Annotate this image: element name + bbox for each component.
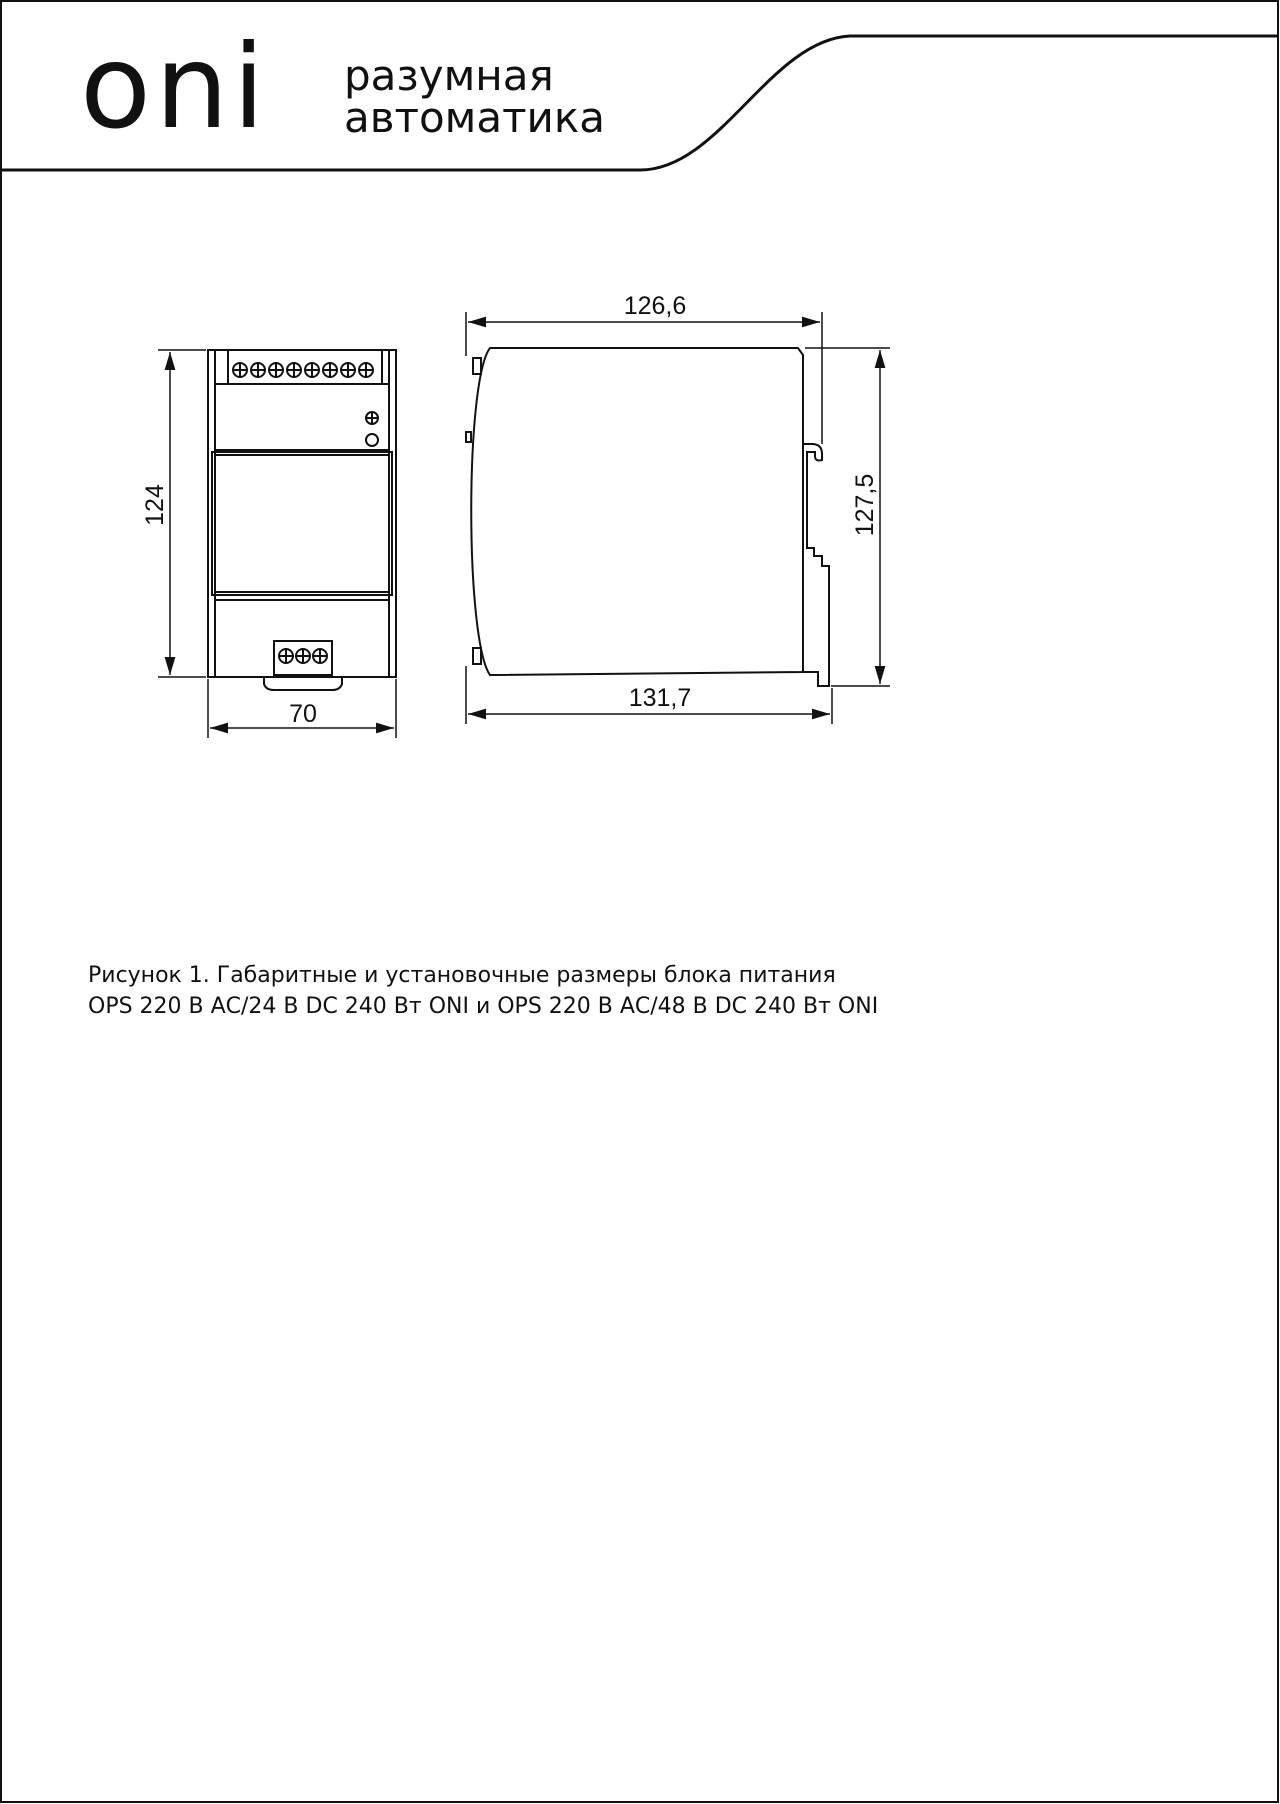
caption-line-2: OPS 220 В АС/24 В DC 240 Вт ONI и OPS 220 В АС/48 В DC 240 Вт ONI	[88, 994, 879, 1019]
dim-label-124: 124	[141, 484, 169, 526]
tagline-line-2: автоматика	[344, 93, 605, 142]
brand-wordmark: oni	[80, 20, 269, 155]
dim-label-126-6: 126,6	[623, 292, 687, 320]
side-housing	[471, 348, 803, 675]
tagline-line-1: разумная	[344, 51, 554, 100]
dimensional-drawing	[0, 0, 1280, 800]
front-window	[212, 452, 392, 595]
dim-label-70: 70	[289, 700, 317, 728]
din-clip	[264, 677, 342, 690]
front-view	[208, 350, 396, 690]
dim-side-top-width	[466, 312, 822, 444]
side-view	[466, 348, 829, 686]
dim-label-131-7: 131,7	[628, 684, 692, 712]
din-rail-mount	[803, 444, 829, 686]
caption-line-1: Рисунок 1. Габаритные и установочные размеры блока питания	[88, 963, 836, 988]
top-terminal-screws	[233, 363, 373, 377]
front-housing	[208, 350, 396, 677]
dim-label-127-5: 127,5	[851, 473, 879, 537]
figure-caption	[88, 960, 1188, 1022]
status-led	[366, 434, 378, 446]
bottom-terminal-screws	[279, 649, 327, 663]
